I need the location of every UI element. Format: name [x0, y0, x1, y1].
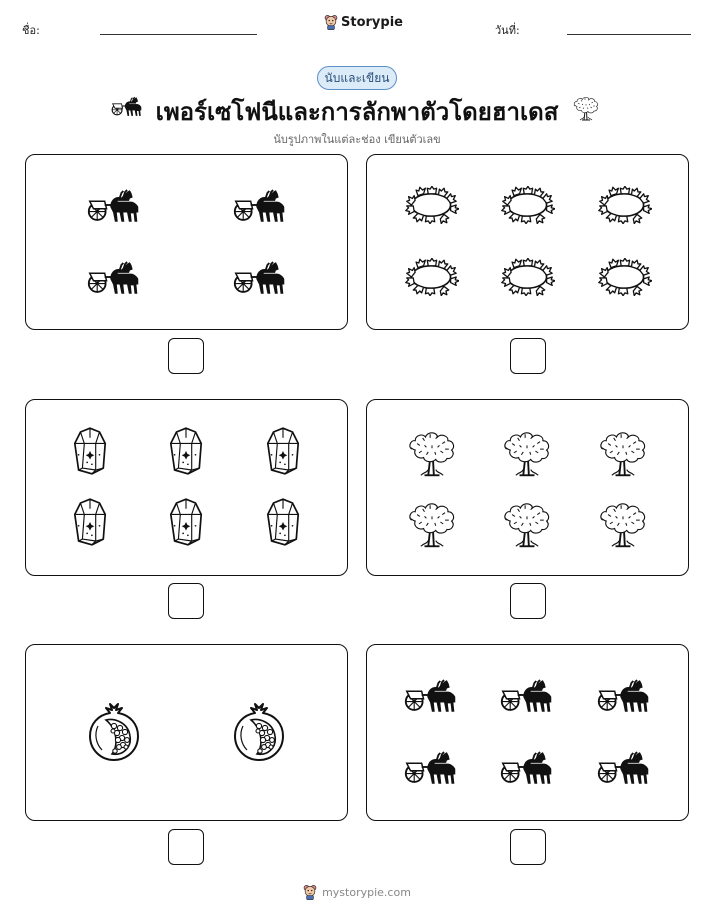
wreath-icon [403, 258, 459, 296]
gem-icon [71, 496, 109, 548]
pomegranate-icon [84, 702, 144, 762]
tree-icon [404, 495, 460, 549]
date-label: วันที่: [495, 24, 520, 37]
wreath-icon [596, 186, 652, 224]
mascot-icon [303, 884, 317, 900]
wreath-icon [499, 258, 555, 296]
tree-icon [499, 424, 555, 478]
pomegranate-icon [229, 702, 289, 762]
count-panel-1 [25, 154, 348, 330]
name-line[interactable] [100, 34, 257, 35]
page-title: เพอร์เซโฟนีและการลักพาตัวโดยฮาเดส [155, 98, 559, 126]
footer [0, 884, 714, 900]
tree-icon [499, 495, 555, 549]
chariot-icon [596, 676, 652, 714]
activity-badge: นับและเขียน [317, 66, 397, 90]
chariot-icon [86, 258, 142, 296]
answer-box-6[interactable] [510, 829, 546, 865]
chariot-icon [596, 748, 652, 786]
gem-icon [264, 496, 302, 548]
worksheet-header [0, 12, 714, 40]
chariot-icon [86, 186, 142, 224]
answer-box-4[interactable] [510, 583, 546, 619]
chariot-icon [232, 186, 288, 224]
wreath-icon [499, 186, 555, 224]
tree-icon [595, 495, 651, 549]
name-label: ชื่อ: [22, 24, 40, 37]
chariot-icon [403, 676, 459, 714]
chariot-icon [499, 676, 555, 714]
answer-box-1[interactable] [168, 338, 204, 374]
tree-icon [404, 424, 460, 478]
chariot-icon [403, 748, 459, 786]
chariot-icon [499, 748, 555, 786]
answer-box-3[interactable] [168, 583, 204, 619]
gem-icon [167, 496, 205, 548]
brand-name: Storypie [341, 14, 403, 30]
instructions: นับรูปภาพในแต่ละช่อง เขียนตัวเลข [273, 133, 441, 146]
wreath-icon [403, 186, 459, 224]
gem-icon [71, 425, 109, 477]
brand-logo [324, 12, 403, 32]
tree-icon [595, 424, 651, 478]
wreath-icon [596, 258, 652, 296]
answer-box-5[interactable] [168, 829, 204, 865]
tree-icon [571, 92, 601, 122]
date-line[interactable] [567, 34, 691, 35]
count-panel-5 [25, 644, 348, 821]
footer-url[interactable]: mystorypie.com [322, 885, 411, 899]
gem-icon [264, 425, 302, 477]
gem-icon [167, 425, 205, 477]
count-panel-2 [366, 154, 689, 330]
count-panel-6 [366, 644, 689, 821]
mascot-icon [324, 14, 338, 30]
chariot-icon [232, 258, 288, 296]
answer-box-2[interactable] [510, 338, 546, 374]
